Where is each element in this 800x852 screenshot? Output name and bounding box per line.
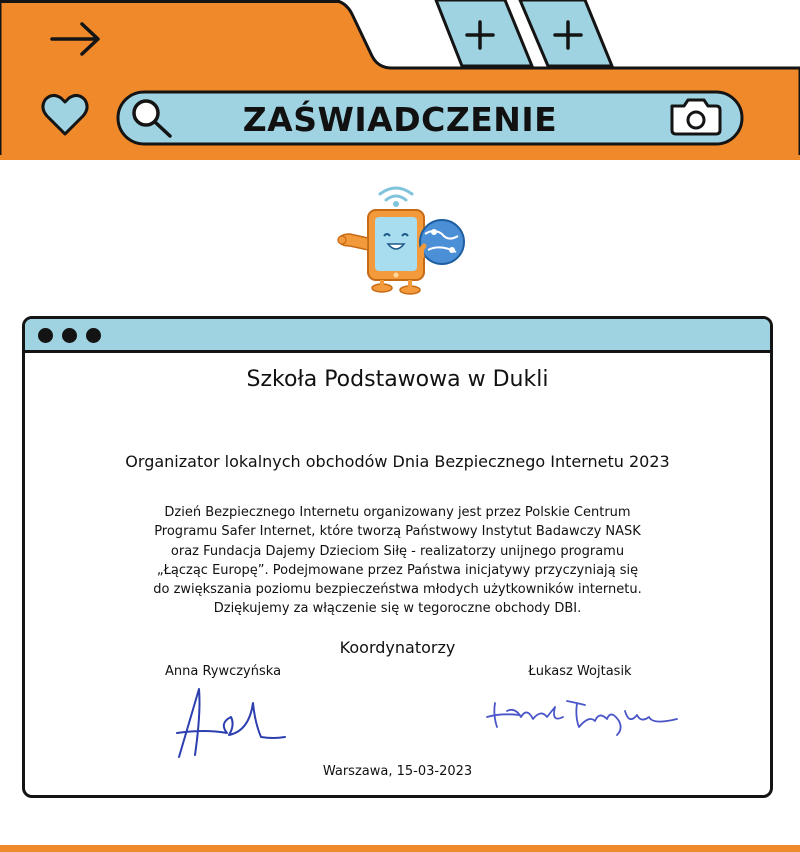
paragraph-line: „Łącząc Europę”. Podejmowane przez Państwa inicjatywy przyczyniają się bbox=[156, 562, 639, 578]
place-and-date: Warszawa, 15-03-2023 bbox=[322, 764, 473, 779]
coordinators-heading: Koordynatorzy bbox=[339, 638, 456, 657]
certificate-paragraph bbox=[25, 503, 770, 619]
paragraph-line: Dzień Bezpiecznego Internetu organizowany jest przez Polskie Centrum bbox=[164, 505, 631, 520]
camera-icon bbox=[672, 100, 720, 134]
signature-2 bbox=[481, 689, 691, 739]
window-dot-icon bbox=[86, 328, 101, 343]
mascot-tablet-illustration bbox=[330, 184, 470, 304]
paragraph-line: Dziękujemy za włączenie się w tegoroczne obchody DBI. bbox=[213, 601, 582, 617]
bottom-orange-line bbox=[0, 845, 800, 852]
window-dot-icon bbox=[62, 328, 77, 343]
paragraph-line: do zwiększania poziomu bezpieczeństwa młodych użytkowników internetu. bbox=[153, 582, 642, 598]
school-name: Szkoła Podstawowa w Dukli bbox=[246, 367, 549, 392]
organizer-role: Organizator lokalnych obchodów Dnia Bezpiecznego Internetu 2023 bbox=[125, 452, 670, 471]
paragraph-line: Programu Safer Internet, które tworzą Państwowy Instytut Badawczy NASK bbox=[154, 524, 641, 540]
paragraph-line: oraz Fundacja Dajemy Dzieciom Siłę - realizatorzy unijnego programu bbox=[170, 543, 625, 559]
certificate-title: ZAŚWIADCZENIE bbox=[242, 99, 558, 139]
coordinator-name-2: Łukasz Wojtasik bbox=[528, 664, 632, 679]
signature-1 bbox=[165, 683, 305, 763]
window-dot-icon bbox=[38, 328, 53, 343]
window-title-bar bbox=[25, 319, 770, 353]
coordinator-name-1: Anna Rywczyńska bbox=[164, 664, 282, 679]
certificate-window bbox=[22, 316, 773, 798]
